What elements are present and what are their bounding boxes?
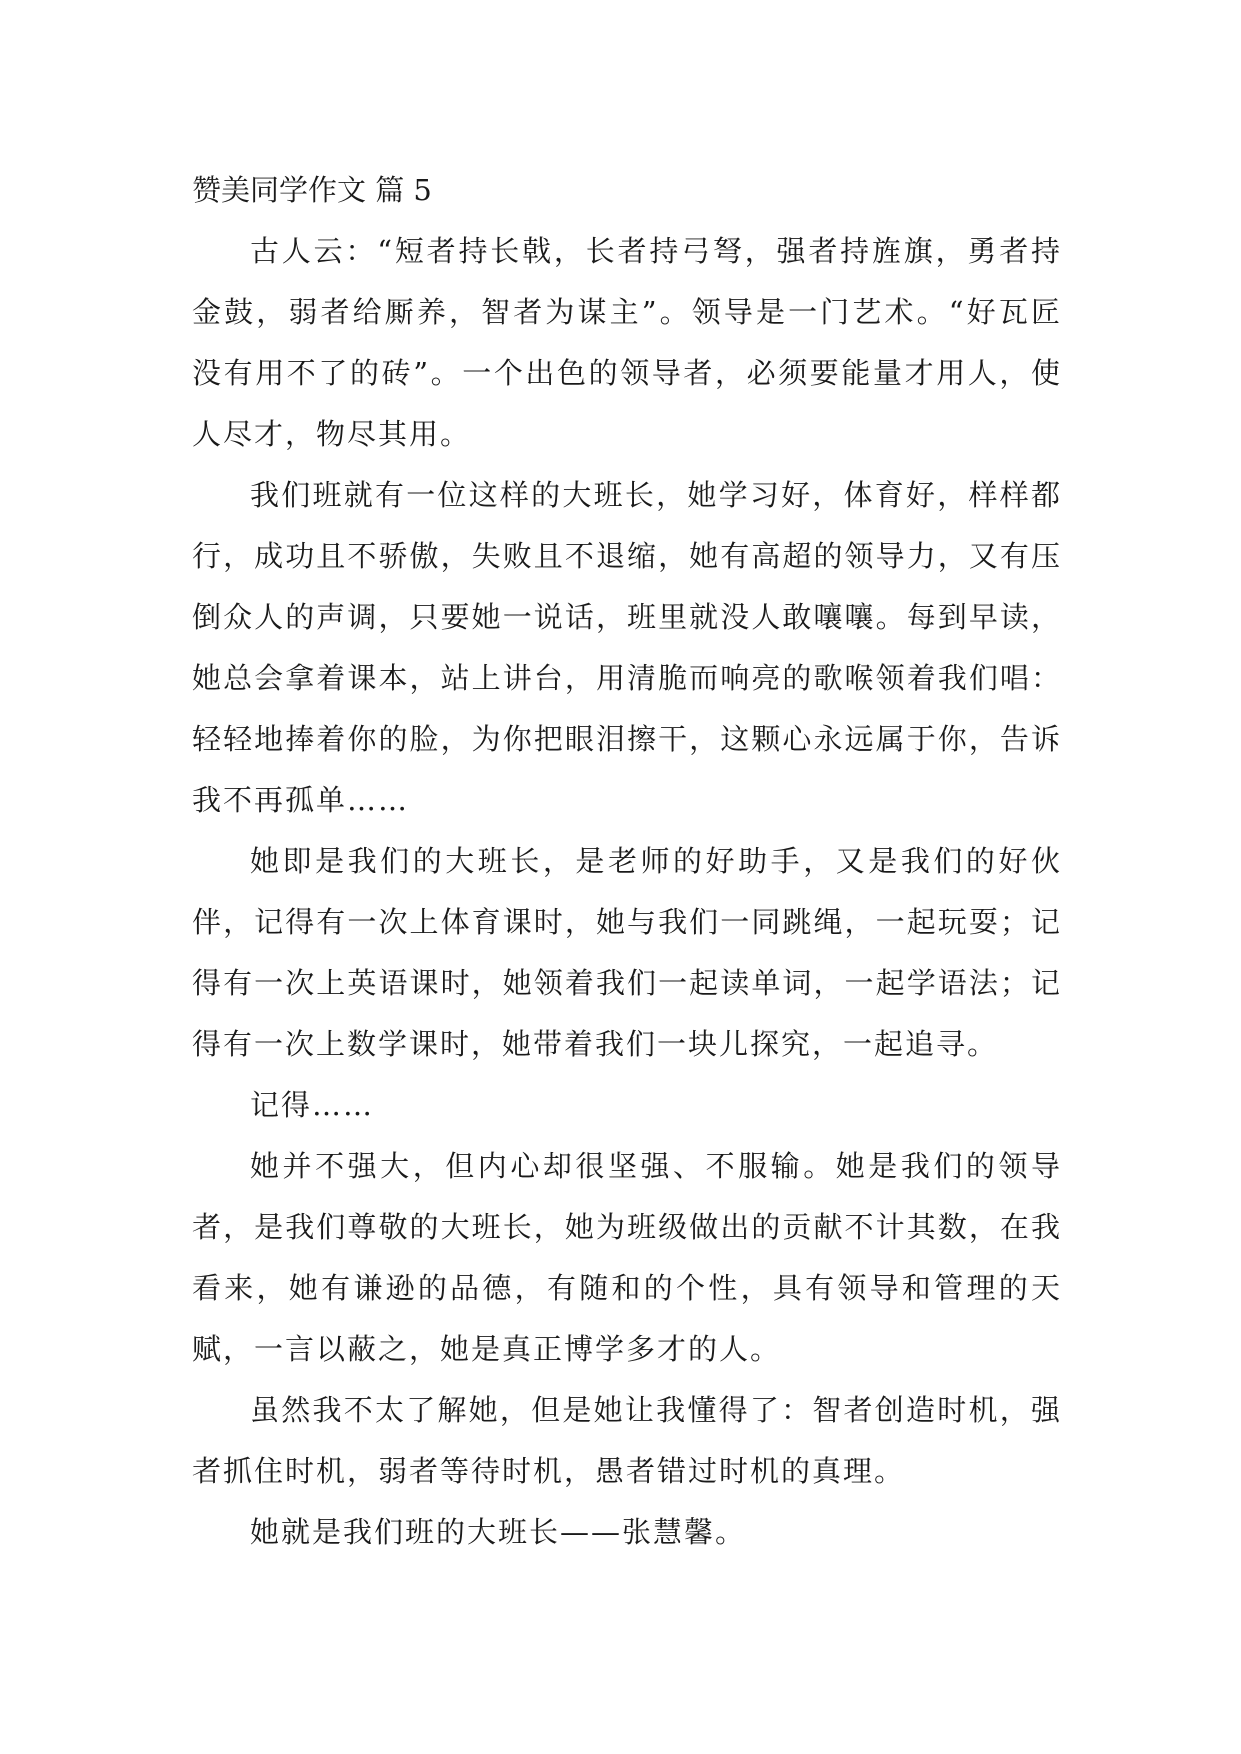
paragraph-2: 我们班就有一位这样的大班长，她学习好，体育好，样样都行，成功且不骄傲，失败且不退缩，她有高超的领导力，又有压倒众人的声调，只要她一说话，班里就没人敢嚷嚷。每到早读，她总会拿着课本，站上讲台，用清脆而响亮的歌喉领着我们唱：轻轻地捧着你的脸，为你把眼泪擦干，这颗心永远属于你，告诉我不再孤单……	[192, 478, 1062, 817]
paragraph-3: 她即是我们的大班长，是老师的好助手，又是我们的好伙伴，记得有一次上体育课时，她与我们一同跳绳，一起玩耍；记得有一次上英语课时，她领着我们一起读单词，一起学语法；记得有一次上数学课时，她带着我们一块儿探究，一起追寻。	[192, 844, 1062, 1061]
paragraph-7: 她就是我们班的大班长——张慧馨。	[250, 1515, 747, 1549]
document-body	[192, 160, 1062, 1563]
paragraph-5: 她并不强大，但内心却很坚强、不服输。她是我们的领导者，是我们尊敬的大班长，她为班级做出的贡献不计其数，在我看来，她有谦逊的品德，有随和的个性，具有领导和管理的天赋，一言以蔽之，她是真正博学多才的人。	[192, 1149, 1062, 1366]
essay-title: 赞美同学作文 篇 5	[192, 173, 432, 207]
paragraph-1: 古人云：“短者持长戟，长者持弓弩，强者持旌旗，勇者持金鼓，弱者给厮养，智者为谋主”。领导是一门艺术。“好瓦匠没有用不了的砖”。一个出色的领导者，必须要能量才用人，使人尽才，物尽其用。	[192, 234, 1062, 451]
paragraph-6: 虽然我不太了解她，但是她让我懂得了：智者创造时机，强者抓住时机，弱者等待时机，愚者错过时机的真理。	[192, 1393, 1062, 1488]
paragraph-4: 记得……	[250, 1088, 375, 1122]
